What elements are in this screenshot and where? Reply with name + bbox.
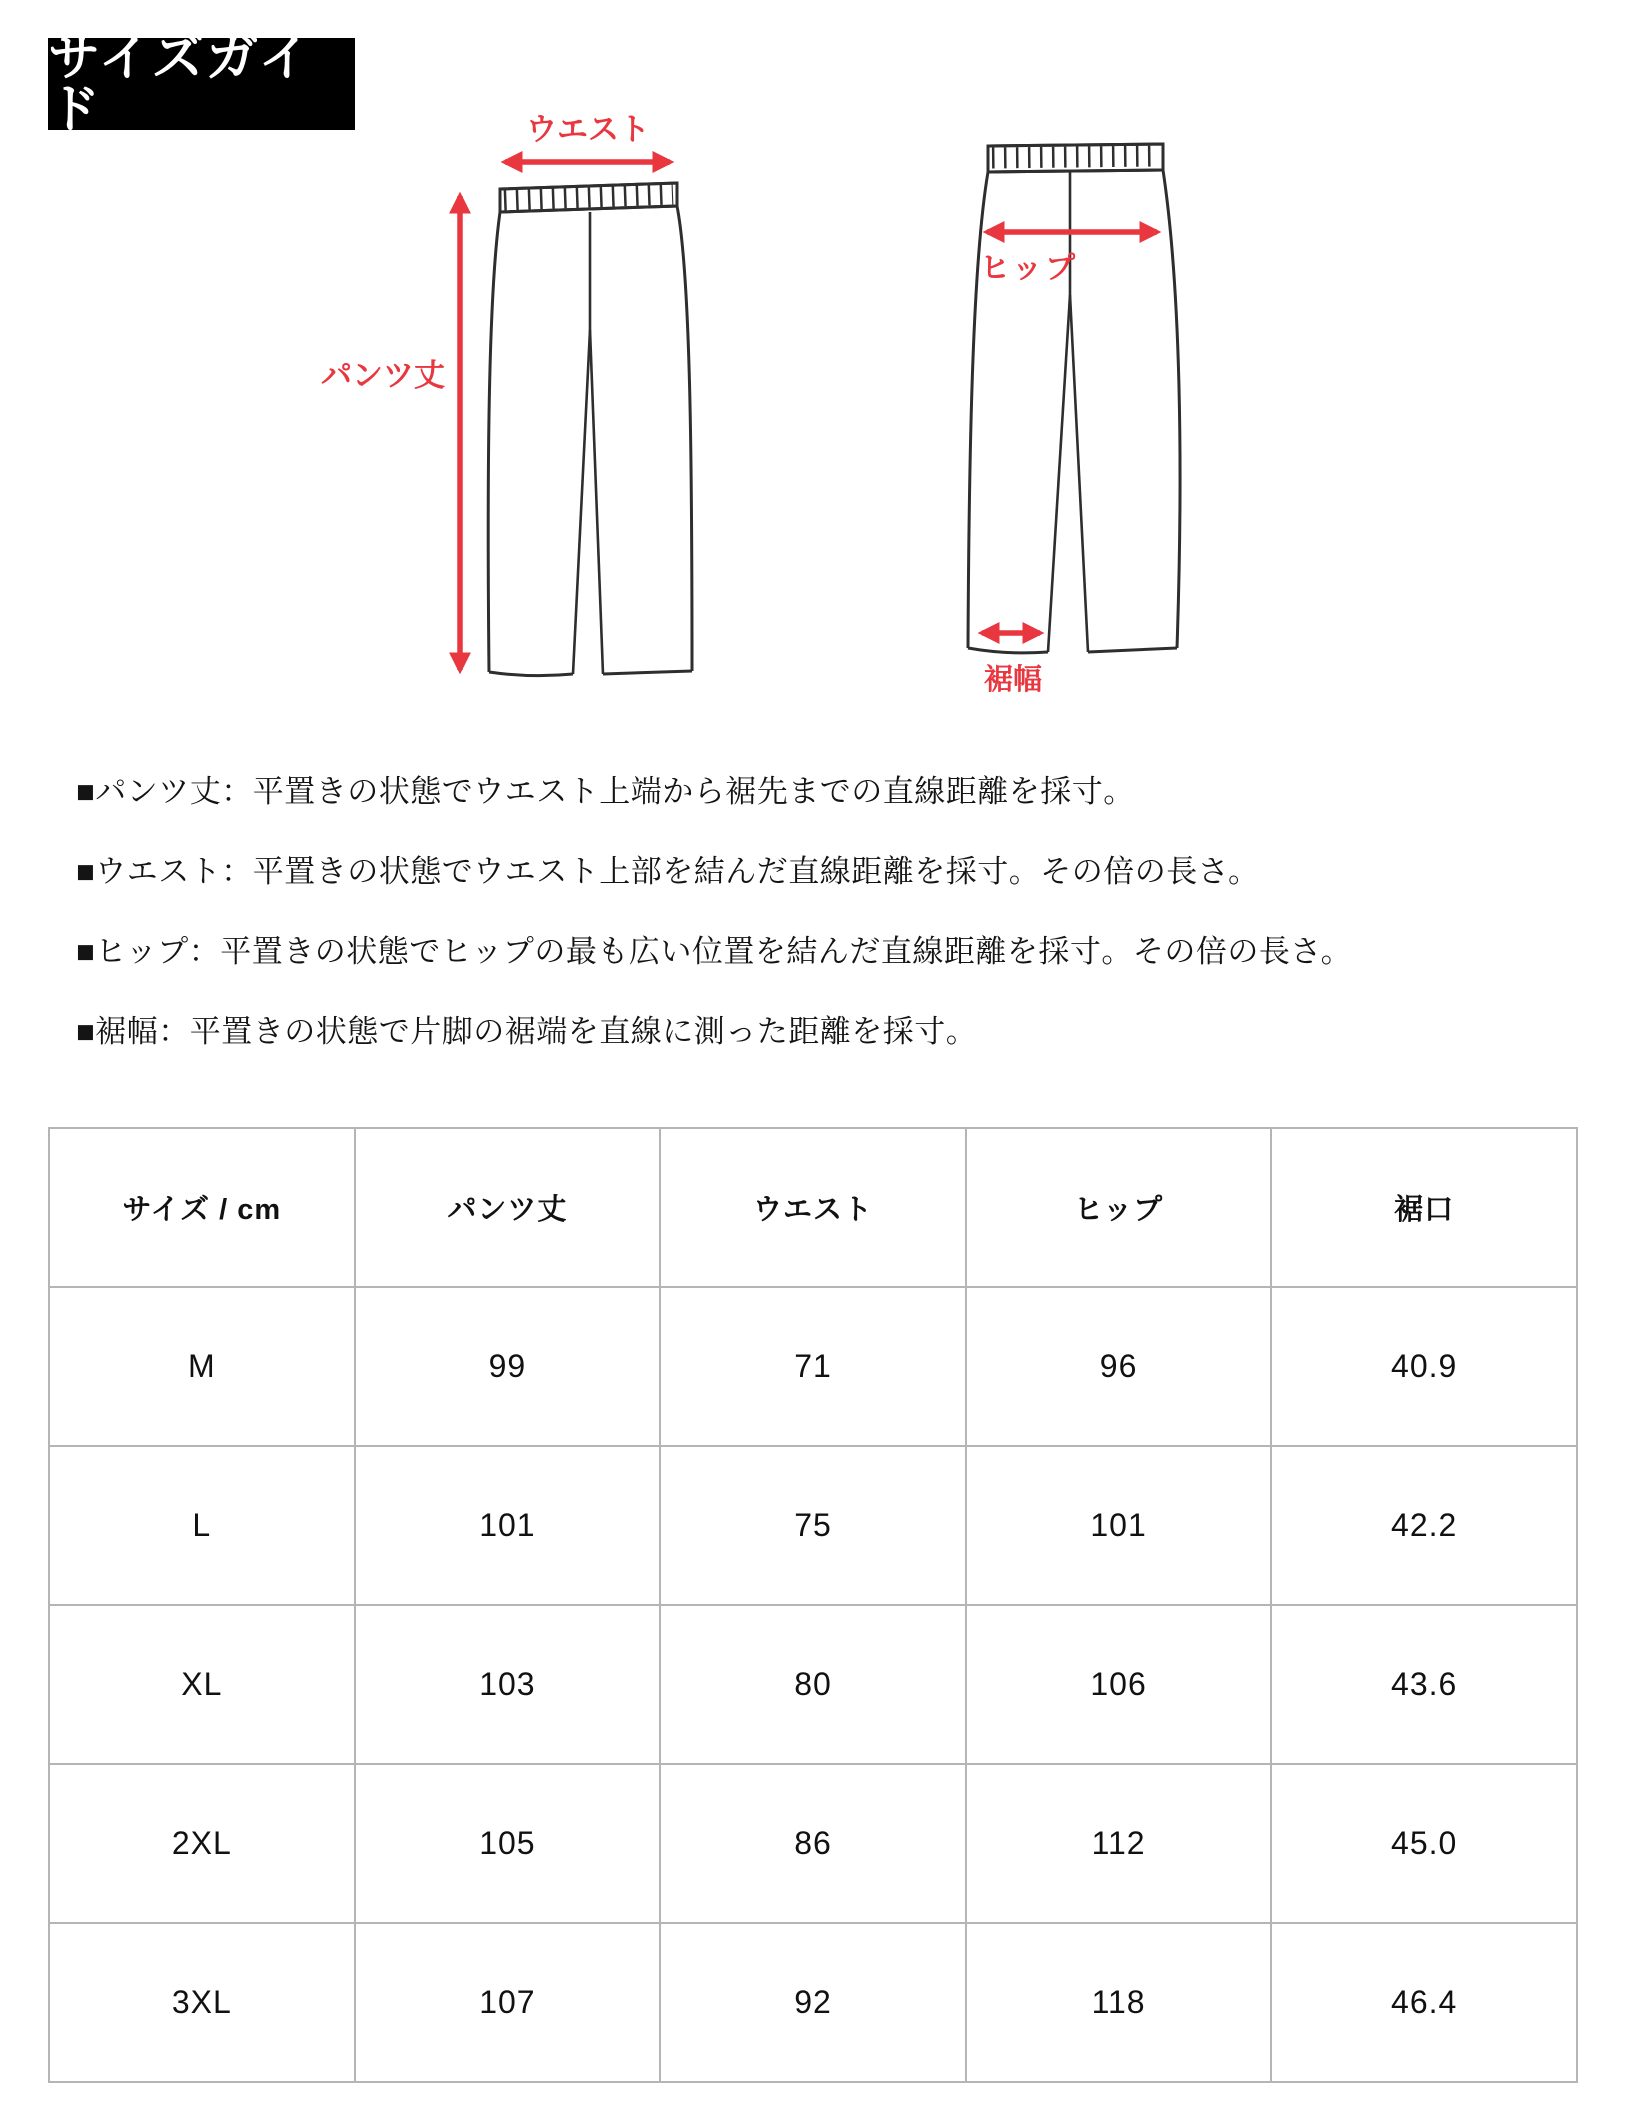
- size-name-cell: 2XL: [49, 1764, 355, 1923]
- value-cell: 106: [966, 1605, 1272, 1764]
- value-cell: 40.9: [1271, 1287, 1577, 1446]
- value-cell: 96: [966, 1287, 1272, 1446]
- measurement-diagram: [0, 0, 1625, 740]
- col-header-size: サイズ / cm: [49, 1128, 355, 1287]
- table-row: [49, 1287, 1577, 1446]
- value-cell: 42.2: [1271, 1446, 1577, 1605]
- value-cell: 112: [966, 1764, 1272, 1923]
- col-header-hem-opening: 裾口: [1271, 1128, 1577, 1287]
- size-table-header-row: [49, 1128, 1577, 1287]
- hip-label: ヒップ: [980, 252, 1079, 285]
- length-label: パンツ丈: [321, 358, 445, 393]
- value-cell: 101: [355, 1446, 661, 1605]
- value-cell: 105: [355, 1764, 661, 1923]
- measurement-arrows: [0, 90, 1625, 730]
- note-pants-length: ■パンツ丈：平置きの状態でウエスト上端から裾先までの直線距離を採寸。: [76, 774, 1135, 809]
- value-cell: 86: [660, 1764, 966, 1923]
- size-name-cell: L: [49, 1446, 355, 1605]
- col-header-hip: ヒップ: [966, 1128, 1272, 1287]
- size-name-cell: 3XL: [49, 1923, 355, 2082]
- col-header-waist: ウエスト: [660, 1128, 966, 1287]
- value-cell: 80: [660, 1605, 966, 1764]
- size-table: [48, 1127, 1578, 2083]
- table-row: [49, 1446, 1577, 1605]
- size-guide-badge-label: サイズガイド: [48, 29, 313, 139]
- size-name-cell: M: [49, 1287, 355, 1446]
- value-cell: 118: [966, 1923, 1272, 2082]
- table-row: [49, 1605, 1577, 1764]
- value-cell: 75: [660, 1446, 966, 1605]
- value-cell: 43.6: [1271, 1605, 1577, 1764]
- table-row: [49, 1764, 1577, 1923]
- value-cell: 103: [355, 1605, 661, 1764]
- note-waist: ■ウエスト：平置きの状態でウエスト上部を結んだ直線距離を採寸。その倍の長さ。: [76, 854, 1260, 889]
- note-hem-width: ■裾幅：平置きの状態で片脚の裾端を直線に測った距離を採寸。: [76, 1014, 978, 1049]
- value-cell: 101: [966, 1446, 1272, 1605]
- value-cell: 99: [355, 1287, 661, 1446]
- value-cell: 45.0: [1271, 1764, 1577, 1923]
- col-header-pants-length: パンツ丈: [355, 1128, 661, 1287]
- value-cell: 107: [355, 1923, 661, 2082]
- table-row: [49, 1923, 1577, 2082]
- value-cell: 71: [660, 1287, 966, 1446]
- waist-label: ウエスト: [526, 112, 650, 147]
- value-cell: 92: [660, 1923, 966, 2082]
- size-name-cell: XL: [49, 1605, 355, 1764]
- hem-label: 裾幅: [983, 664, 1042, 696]
- note-hip: ■ヒップ：平置きの状態でヒップの最も広い位置を結んだ直線距離を採寸。その倍の長さ。: [76, 934, 1353, 969]
- value-cell: 46.4: [1271, 1923, 1577, 2082]
